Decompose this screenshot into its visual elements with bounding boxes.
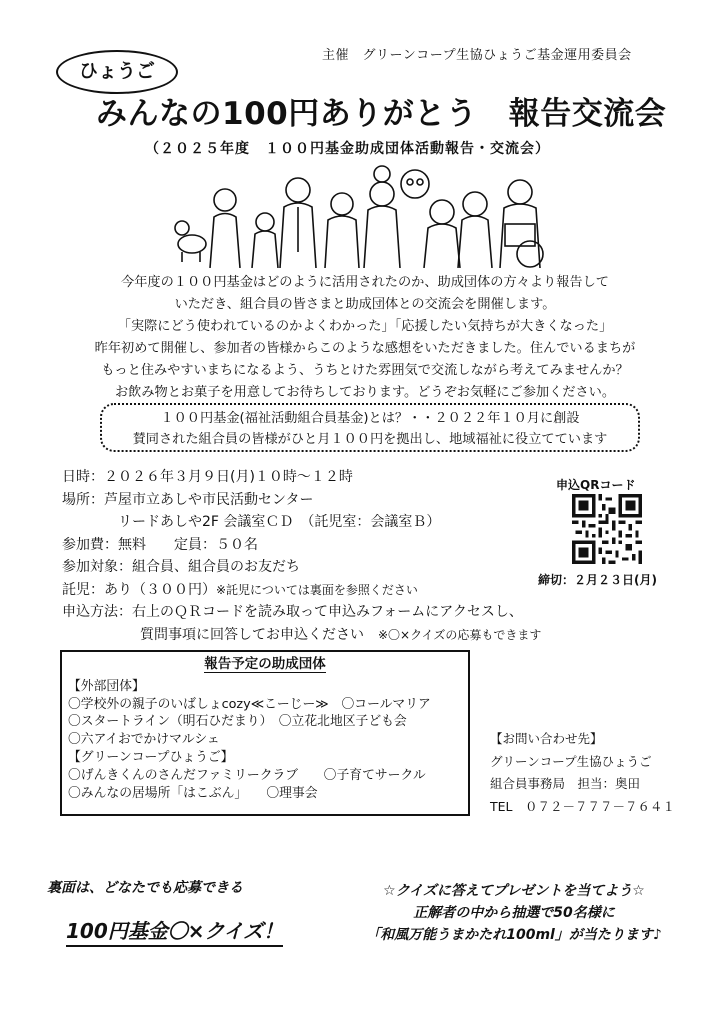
apply-note: ※〇×クイズの応募もできます (378, 627, 542, 642)
groups-heading: 報告予定の助成団体 (204, 656, 326, 672)
people-illustration (170, 162, 570, 268)
groups-external-label: 【外部団体】 (68, 678, 145, 694)
intro-line: もっと住みやすいまちになるよう、うちとけた雰囲気で交流しながら考えてみませんか？ (101, 363, 629, 378)
deadline-text: 締切：２月２３日(月) (538, 573, 657, 587)
qr-code-icon[interactable] (572, 494, 642, 564)
contact-heading: 【お問い合わせ先】 (490, 731, 603, 746)
groups-internal-label: 【グリーンコープひょうご】 (68, 749, 234, 765)
event-childcare-row (62, 579, 541, 602)
quiz-line: 「和風万能うまかたれ100ml」が当たります♪ (366, 927, 662, 943)
quiz-line: ☆クイズに答えてプレゼントを当てよう☆ (383, 883, 645, 899)
contact-org: グリーンコープ生協ひょうご (490, 753, 652, 769)
intro-line: 「実際にどう使われているのかよくわかった」「応援したい気持ちが大きくなった」 (117, 319, 613, 334)
event-apply2-row (62, 624, 541, 647)
hyogo-badge: ひょうご (56, 50, 178, 94)
group-line: 〇みんなの居場所「はこぶん」 〇理事会 (68, 785, 318, 801)
group-line: 〇げんきくんのさんだファミリークラブ 〇子育てサークル (68, 767, 426, 783)
quiz-text (318, 880, 710, 946)
fund-info-line1: １００円基金(福祉活動組合員基金)とは？・・２０２２年１０月に創設 (160, 411, 580, 426)
childcare-note: ※託児については裏面を参照ください (216, 582, 418, 597)
group-line: 〇六アイおでかけマルシェ (68, 732, 220, 748)
back-note: 裏面は、どなたでも応募できる (47, 880, 243, 896)
fund-info-box (100, 403, 640, 452)
event-fee: 参加費：無料 定員：５０名 (62, 536, 258, 553)
sponsor-text: 主催 グリーンコープ生協ひょうご基金運用委員会 (322, 48, 632, 63)
event-details (62, 466, 541, 646)
group-line: 〇学校外の親子のいばしょcozy≪こーじー≫ 〇コールマリア (68, 696, 431, 712)
page-subtitle: （２０２５年度 １００円基金助成団体活動報告・交流会） (145, 141, 550, 157)
quiz-line: 正解者の中から抽選で50名様に (413, 905, 615, 921)
quiz-title: 100円基金〇×クイズ！ (66, 915, 283, 947)
intro-text (60, 272, 670, 404)
event-childcare: 託児：あり（３００円） (62, 581, 216, 598)
event-date: 日時：２０２６年３月９日(月)１０時～１２時 (62, 469, 353, 485)
page-title: みんなの100円ありがとう 報告交流会 (96, 96, 667, 132)
event-target: 参加対象：組合員、組合員のお友だち (62, 559, 300, 575)
intro-line: 今年度の１００円基金はどのように活用されたのか、助成団体の方々より報告して (121, 275, 609, 290)
contact-info (490, 728, 675, 818)
fund-info-line2: 賛同された組合員の皆様がひと月１００円を拠出し、地域福祉に役立てています (132, 432, 608, 447)
qr-label: 申込QRコード (556, 478, 636, 492)
intro-line: 昨年初めて開催し、参加者の皆様からこのような感想をいただきました。住んでいるまちが (94, 341, 636, 356)
group-line: 〇スタートライン（明石ひだまり） 〇立花北地区子ども会 (68, 714, 407, 730)
event-room: リードあしや2F 会議室ＣＤ （託児室：会議室Ｂ） (118, 514, 441, 530)
event-place: 場所：芦屋市立あしや市民活動センター (62, 491, 314, 508)
event-apply: 申込方法：右上のＱＲコードを読み取って申込みフォームにアクセスし、 (62, 604, 523, 620)
groups-box (60, 650, 470, 816)
intro-line: いただき、組合員の皆さまと助成団体との交流会を開催します。 (174, 297, 556, 312)
contact-tel: TEL ０７２－７７７－７６４１ (490, 798, 675, 814)
event-apply2: 質問事項に回答してお申込ください (140, 626, 364, 643)
intro-line: お飲み物とお菓子を用意してお待ちしております。どうぞお気軽にご参加ください。 (114, 385, 616, 400)
contact-person: 組合員事務局 担当：奥田 (490, 776, 641, 791)
